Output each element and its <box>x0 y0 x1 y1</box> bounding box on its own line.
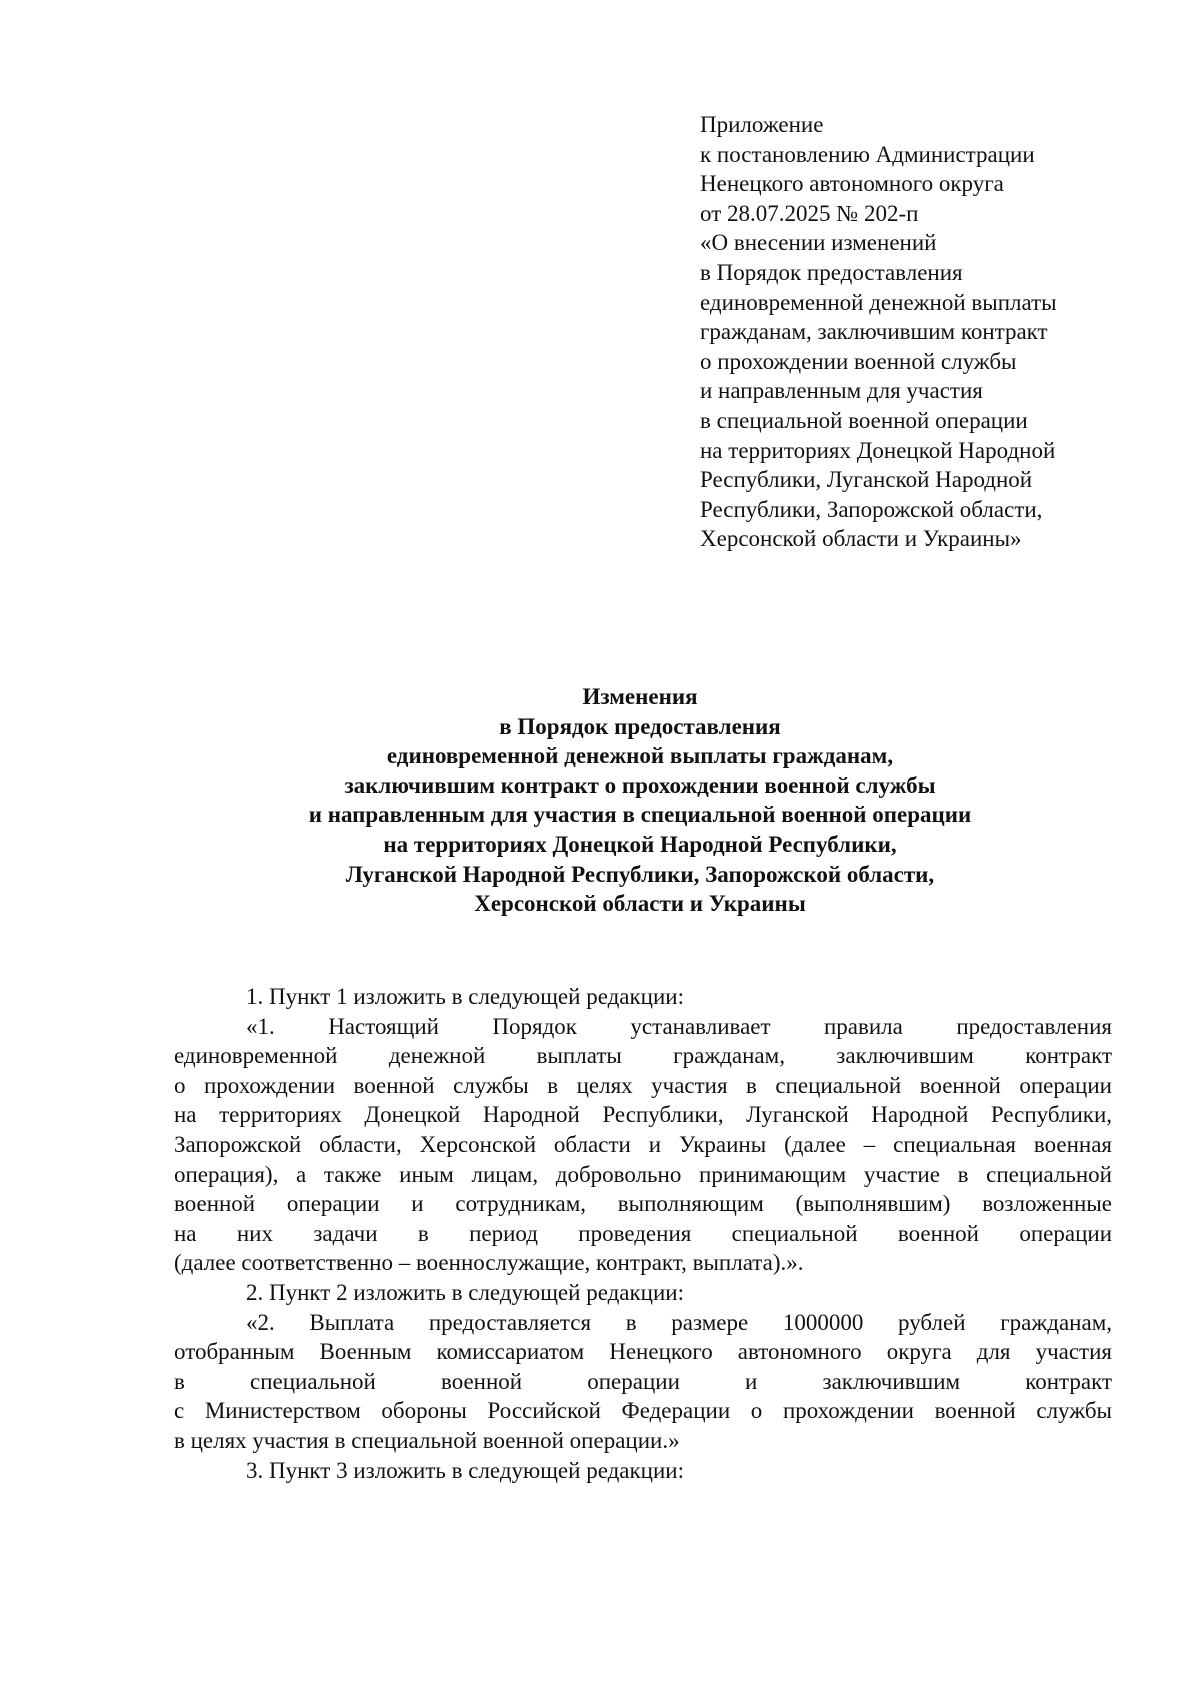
title-line: единовременной денежной выплаты гражданам, <box>386 743 894 769</box>
body-line: единовременной денежной выплаты гражданам, заключившим контракт <box>174 1043 1112 1069</box>
title-line: Херсонской области и Украины <box>474 891 806 917</box>
body-line: военной операции и сотрудникам, выполняющим (выполнявшим) возложенные <box>174 1191 1112 1217</box>
body-line-item-3-heading: 3. Пункт 3 изложить в следующей редакции: <box>246 1457 684 1483</box>
body-line-item-1-heading: 1. Пункт 1 изложить в следующей редакции: <box>246 984 684 1009</box>
appendix-header <box>700 110 1160 554</box>
appendix-line: Херсонской области и Украины» <box>700 526 1022 552</box>
body-line: Запорожской области, Херсонской области и Украины (далее – специальная военная <box>174 1131 1112 1157</box>
body-line: отобранным Военным комиссариатом Ненецкого автономного округа для участия <box>174 1339 1112 1365</box>
appendix-line: гражданам, заключившим контракт <box>700 319 1048 345</box>
document-body <box>174 982 1112 1485</box>
appendix-line: «О внесении изменений <box>700 230 937 256</box>
title-line: заключившим контракт о прохождении военной службы <box>344 772 936 798</box>
appendix-line: Республики, Луганской Народной <box>700 467 1033 493</box>
body-line: (далее соответственно – военнослужащие, контракт, выплата).». <box>174 1250 804 1276</box>
body-line: на территориях Донецкой Народной Республики, Луганской Народной Республики, <box>174 1102 1112 1128</box>
title-line: на территориях Донецкой Народной Республики, <box>383 831 897 857</box>
appendix-line: Республики, Запорожской области, <box>700 496 1043 522</box>
title-line: в Порядок предоставления <box>499 713 781 739</box>
body-line: «2. Выплата предоставляется в размере 1000000 рублей гражданам, <box>246 1309 1112 1335</box>
title-line: Изменения <box>582 684 698 709</box>
body-line: в целях участия в специальной военной операции.» <box>174 1427 680 1453</box>
appendix-line: в Порядок предоставления <box>700 259 963 285</box>
appendix-line: единовременной денежной выплаты <box>700 289 1057 315</box>
appendix-line: к постановлению Администрации <box>700 141 1035 167</box>
appendix-line: Ненецкого автономного округа <box>700 171 1004 197</box>
body-line: на них задачи в период проведения специальной военной операции <box>174 1220 1112 1246</box>
body-line: в специальной военной операции и заключившим контракт <box>174 1368 1112 1394</box>
appendix-line: в специальной военной операции <box>700 407 1028 433</box>
appendix-line: и направленным для участия <box>700 378 983 404</box>
body-line: о прохождении военной службы в целях участия в специальной военной операции <box>174 1072 1112 1098</box>
body-line: операция), а также иным лицам, добровольно принимающим участие в специальной <box>174 1161 1112 1187</box>
title-line: Луганской Народной Республики, Запорожской области, <box>345 861 935 887</box>
appendix-line: от 28.07.2025 № 202-п <box>700 200 919 226</box>
body-line: «1. Настоящий Порядок устанавливает правила предоставления <box>246 1013 1112 1039</box>
appendix-line: о прохождении военной службы <box>700 348 1017 374</box>
body-line-item-2-heading: 2. Пункт 2 изложить в следующей редакции: <box>246 1279 684 1305</box>
appendix-line: Приложение <box>700 112 824 137</box>
body-line: с Министерством обороны Российской Федерации о прохождении военной службы <box>174 1398 1112 1424</box>
title-line: и направленным для участия в специальной военной операции <box>308 802 972 828</box>
appendix-line: на территориях Донецкой Народной <box>700 437 1056 463</box>
document-title <box>170 682 1110 919</box>
